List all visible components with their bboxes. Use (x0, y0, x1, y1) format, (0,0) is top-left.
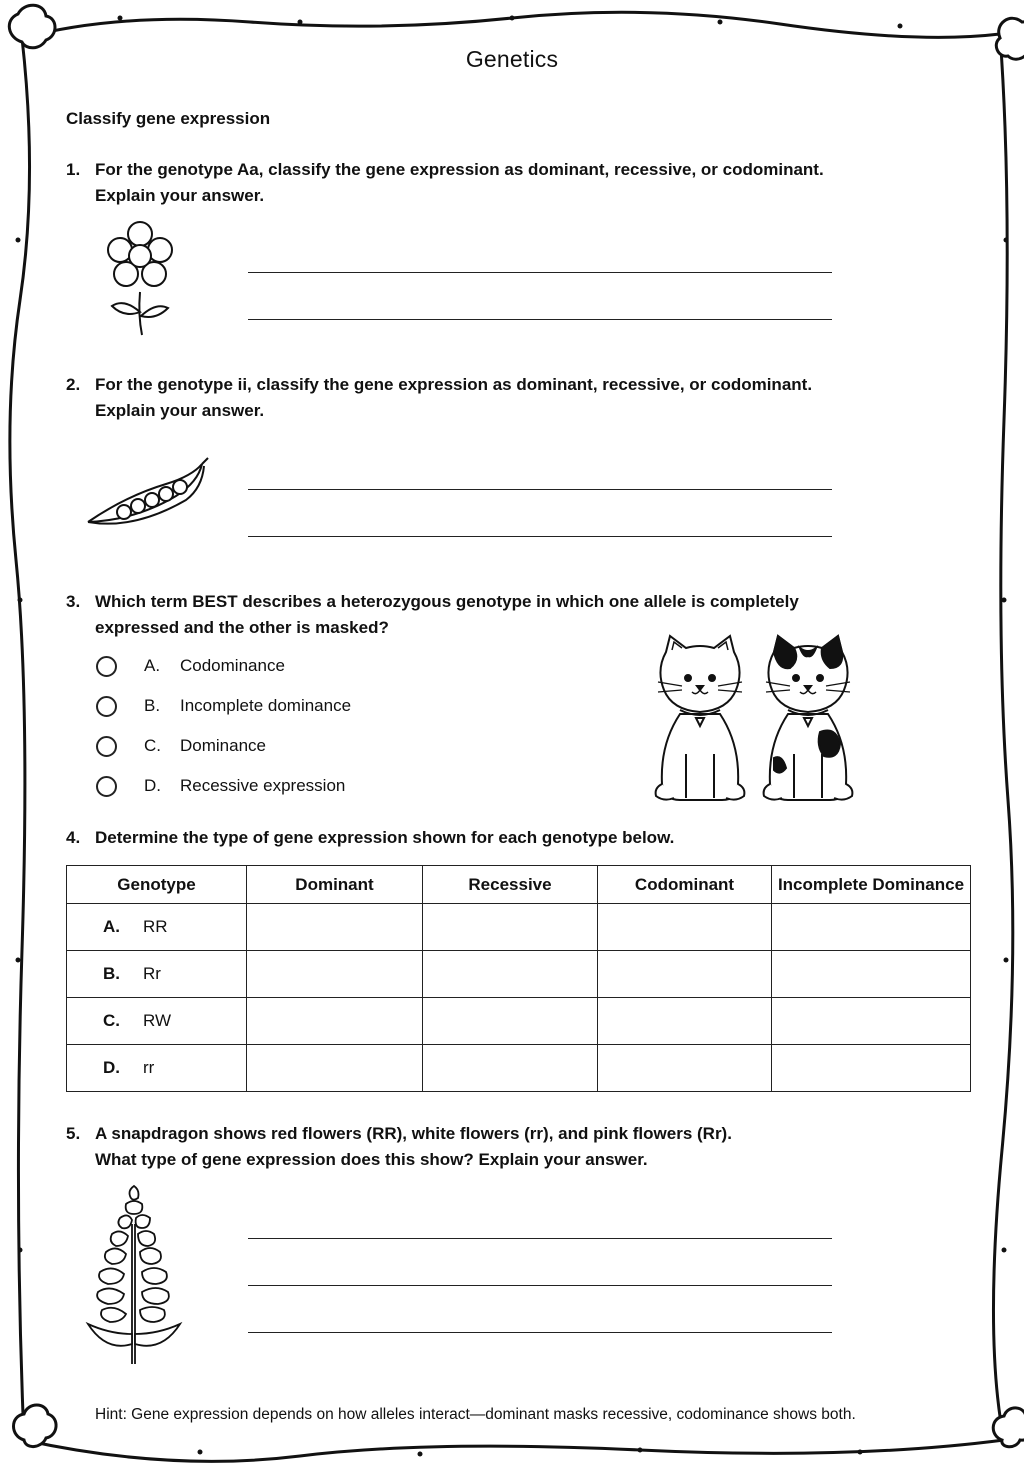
option-label: Incomplete dominance (180, 696, 352, 715)
answer-cell-codominant[interactable] (598, 998, 772, 1045)
question-4 (66, 825, 674, 851)
option-letter: B. (144, 696, 161, 715)
row-letter: D. (103, 1058, 120, 1077)
answer-cell-recessive[interactable] (423, 998, 598, 1045)
answer-cell-codominant[interactable] (598, 904, 772, 951)
row-letter: A. (103, 917, 120, 936)
option-label: Dominance (180, 736, 266, 755)
table-row (67, 904, 971, 951)
option-label: Codominance (180, 656, 285, 675)
answer-line[interactable] (248, 319, 832, 320)
genotype-cell (67, 1045, 247, 1092)
genotype-cell (67, 904, 247, 951)
answer-cell-dominant[interactable] (247, 904, 423, 951)
genotype-cell (67, 998, 247, 1045)
answer-line[interactable] (248, 1285, 832, 1286)
answer-line[interactable] (248, 536, 832, 537)
radio-button[interactable] (96, 696, 117, 717)
question-number: 5. (66, 1124, 81, 1143)
question-text-line-1: Which term BEST describes a heterozygous genotype in which one allele is completely (95, 592, 799, 611)
genotype-value: Rr (143, 964, 161, 983)
table-header-row (67, 866, 971, 904)
answer-cell-recessive[interactable] (423, 904, 598, 951)
answer-cell-recessive[interactable] (423, 1045, 598, 1092)
genotype-value: RR (143, 917, 168, 936)
question-text-line-1: For the genotype ii, classify the gene expression as dominant, recessive, or codominant. (95, 375, 813, 394)
answer-line[interactable] (248, 489, 832, 490)
column-header-dominant: Dominant (247, 866, 423, 904)
answer-cell-codominant[interactable] (598, 1045, 772, 1092)
table-row (67, 951, 971, 998)
answer-cell-incomplete-dominance[interactable] (772, 904, 971, 951)
genotype-table (66, 865, 971, 1092)
column-header-incomplete-dominance: Incomplete Dominance (772, 866, 971, 904)
column-header-codominant: Codominant (598, 866, 772, 904)
answer-cell-incomplete-dominance[interactable] (772, 998, 971, 1045)
question-text-line-2: What type of gene expression does this show? Explain your answer. (95, 1150, 648, 1169)
answer-line[interactable] (248, 1332, 832, 1333)
flower-icon (104, 220, 176, 338)
genotype-cell (67, 951, 247, 998)
column-header-genotype: Genotype (67, 866, 247, 904)
option-a[interactable] (96, 653, 285, 679)
question-number: 4. (66, 828, 81, 847)
section-heading: Classify gene expression (66, 109, 271, 128)
question-5 (66, 1121, 732, 1173)
answer-cell-recessive[interactable] (423, 951, 598, 998)
snapdragon-icon (84, 1184, 182, 1366)
white-cat-icon (652, 634, 748, 804)
question-text-line-1: Determine the type of gene expression shown for each genotype below. (95, 828, 675, 847)
option-letter: A. (144, 656, 161, 675)
question-text-line-2: Explain your answer. (95, 401, 265, 420)
question-text-line-2: expressed and the other is masked? (95, 618, 389, 637)
question-2 (66, 372, 812, 424)
answer-cell-dominant[interactable] (247, 1045, 423, 1092)
option-letter: D. (144, 776, 161, 795)
row-letter: B. (103, 964, 120, 983)
pea-pod-icon (86, 456, 210, 530)
answer-cell-codominant[interactable] (598, 951, 772, 998)
option-d[interactable] (96, 773, 345, 799)
answer-line[interactable] (248, 1238, 832, 1239)
question-number: 2. (66, 375, 81, 394)
genotype-value: RW (143, 1011, 172, 1030)
radio-button[interactable] (96, 776, 117, 797)
question-text-line-1: A snapdragon shows red flowers (RR), white flowers (rr), and pink flowers (Rr). (95, 1124, 732, 1143)
page-title: Genetics (465, 46, 559, 72)
answer-cell-incomplete-dominance[interactable] (772, 1045, 971, 1092)
radio-button[interactable] (96, 736, 117, 757)
question-text-line-1: For the genotype Aa, classify the gene expression as dominant, recessive, or codominant. (95, 160, 824, 179)
option-letter: C. (144, 736, 161, 755)
column-header-recessive: Recessive (423, 866, 598, 904)
option-b[interactable] (96, 693, 351, 719)
question-number: 3. (66, 592, 81, 611)
table-row (67, 1045, 971, 1092)
question-1 (66, 157, 824, 209)
hint-text: Hint: Gene expression depends on how alleles interact—dominant masks recessive, codominance shows both. (95, 1406, 856, 1423)
question-number: 1. (66, 160, 81, 179)
radio-button[interactable] (96, 656, 117, 677)
table-row (67, 998, 971, 1045)
question-text-line-2: Explain your answer. (95, 186, 265, 205)
option-label: Recessive expression (180, 776, 346, 795)
row-letter: C. (103, 1011, 120, 1030)
option-c[interactable] (96, 733, 266, 759)
answer-line[interactable] (248, 272, 832, 273)
answer-cell-dominant[interactable] (247, 951, 423, 998)
answer-cell-dominant[interactable] (247, 998, 423, 1045)
spotted-cat-icon (760, 634, 856, 804)
answer-cell-incomplete-dominance[interactable] (772, 951, 971, 998)
genotype-value: rr (143, 1058, 155, 1077)
